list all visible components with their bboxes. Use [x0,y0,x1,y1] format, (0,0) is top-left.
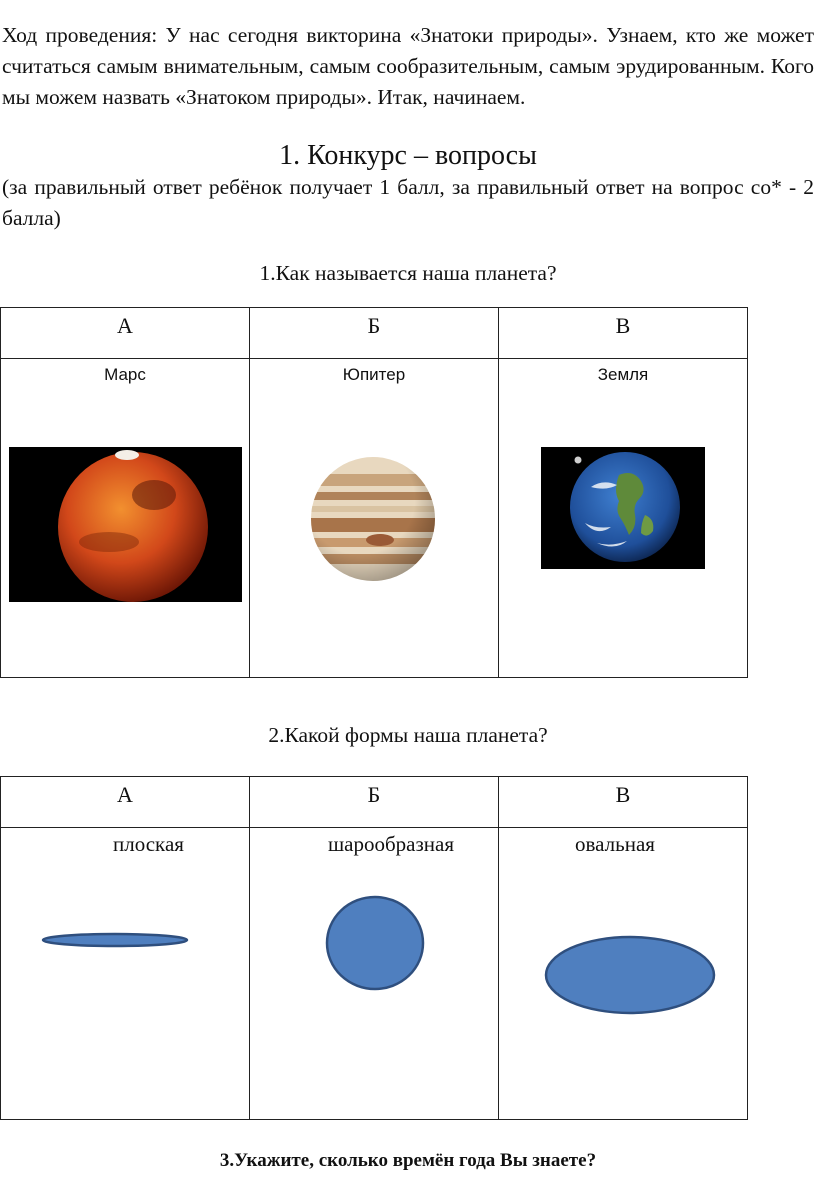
jupiter-image [308,454,438,584]
q2-header-c: В [499,777,748,828]
q1-header-b: Б [250,308,499,359]
q2-option-b-label: шарообразная [328,832,455,856]
section-title: 1. Конкурс – вопросы [279,140,537,171]
q2-option-c[interactable] [499,828,748,1120]
oval-shape [542,932,718,1018]
q1-option-b-label: Юпитер [342,365,406,384]
question-2: 2.Какой формы наша планета? [268,723,548,747]
mars-image [9,447,242,602]
q1-header-a: А [1,308,250,359]
q2-option-a-label: плоская [113,832,184,856]
q1-option-a-label: Марс [104,365,146,384]
scoring-note: (за правильный ответ ребёнок получает 1 балл, за правильный ответ на вопрос со* - 2 балла) [2,175,814,230]
question-3: 3.Укажите, сколько времён года Вы знаете? [219,1150,597,1171]
question-1: 1.Как называется наша планета? [259,261,557,285]
q1-option-c[interactable] [499,359,748,678]
sphere-shape [323,891,427,995]
earth-image [541,447,705,569]
q1-option-c-label: Земля [597,365,649,384]
q2-option-a[interactable] [1,828,250,1120]
q2-header-a: А [1,777,250,828]
question-1-table [0,307,748,678]
q2-option-c-label: овальная [575,832,655,856]
flat-disc-shape [39,928,191,952]
q1-option-b[interactable] [250,359,499,678]
q1-header-c: В [499,308,748,359]
q2-header-b: Б [250,777,499,828]
intro-paragraph: Ход проведения: У нас сегодня викторина «Знатоки природы». Узнаем, кто же может считаться самым внимательным, самым сообразительным, самым эрудированным. Кого мы можем назвать «Знатоком природы». Итак, начинаем. [2,23,814,109]
q1-option-a[interactable] [1,359,250,678]
question-2-table [0,776,748,1120]
q2-option-b[interactable] [250,828,499,1120]
